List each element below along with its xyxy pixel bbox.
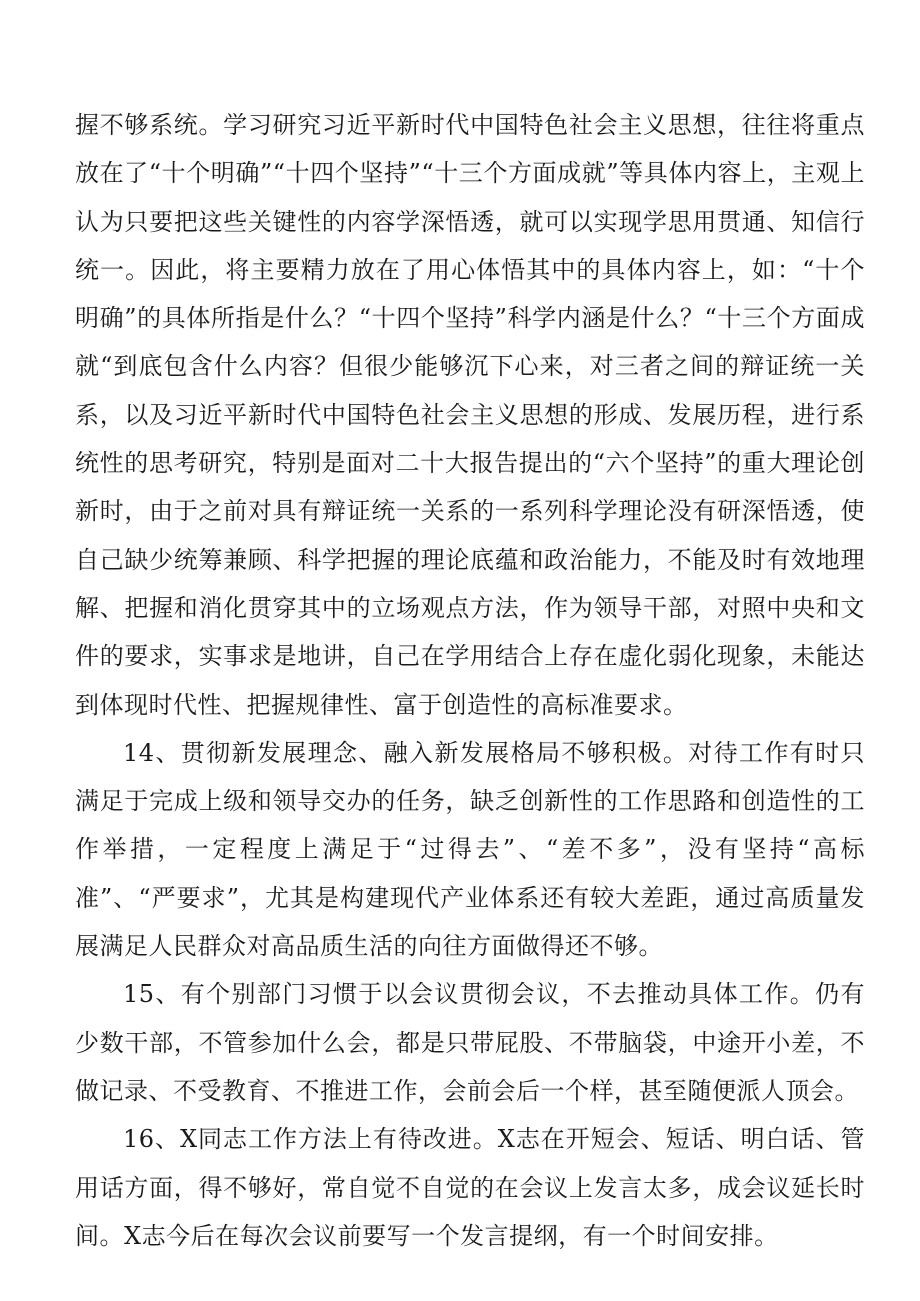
paragraph-continued: 握不够系统。学习研究习近平新时代中国特色社会主义思想，往往将重点放在了“十个明确”“十四个坚持”“十三个方面成就”等具体内容上，主观上认为只要把这些关键性的内容学深悟透，就可以实现学思用贯通、知信行统一。因此，将主要精力放在了用心体悟其中的具体内容上，如：“十个明确”的具体所指是什么？“十四个坚持”科学内涵是什么？“十三个方面成就“到底包含什么内容？但很少能够沉下心来，对三者之间的辩证统一关系，以及习近平新时代中国特色社会主义思想的形成、发展历程，进行系统性的思考研究，特别是面对二十大报告提出的“六个坚持”的重大理论创新时，由于之前对具有辩证统一关系的一系列科学理论没有研深悟透，使自己缺少统筹兼顾、科学把握的理论底蕴和政治能力，不能及时有效地理解、把握和消化贯穿其中的立场观点方法，作为领导干部，对照中央和文件的要求，实事求是地讲，自己在学用结合上存在虚化弱化现象，未能达到体现时代性、把握规律性、富于创造性的高标准要求。 [75, 111, 865, 719]
paragraph-item-14: 14、贯彻新发展理念、融入新发展格局不够积极。对待工作有时只满足于完成上级和领导交办的任务，缺乏创新性的工作思路和创造性的工作举措，一定程度上满足于“过得去”、“差不多”，没有坚持“高标准”、“严要求”，尤其是构建现代产业体系还有较大差距，通过高质量发展满足人民群众对高品质生活的向往方面做得还不够。 [75, 738, 865, 961]
paragraph-item-15: 15、有个别部门习惯于以会议贯彻会议，不去推动具体工作。仍有少数干部，不管参加什么会，都是只带屁股、不带脑袋，中途开小差，不做记录、不受教育、不推进工作，会前会后一个样，甚至随便派人顶会。 [75, 980, 865, 1105]
document-body [75, 101, 865, 1260]
paragraph-item-16: 16、X同志工作方法上有待改进。X志在开短会、短话、明白话、管用话方面，得不够好，常自觉不自觉的在会议上发言太多，成会议延长时间。X志今后在每次会议前要写一个发言提纲，有一个时间安排。 [75, 1125, 865, 1250]
